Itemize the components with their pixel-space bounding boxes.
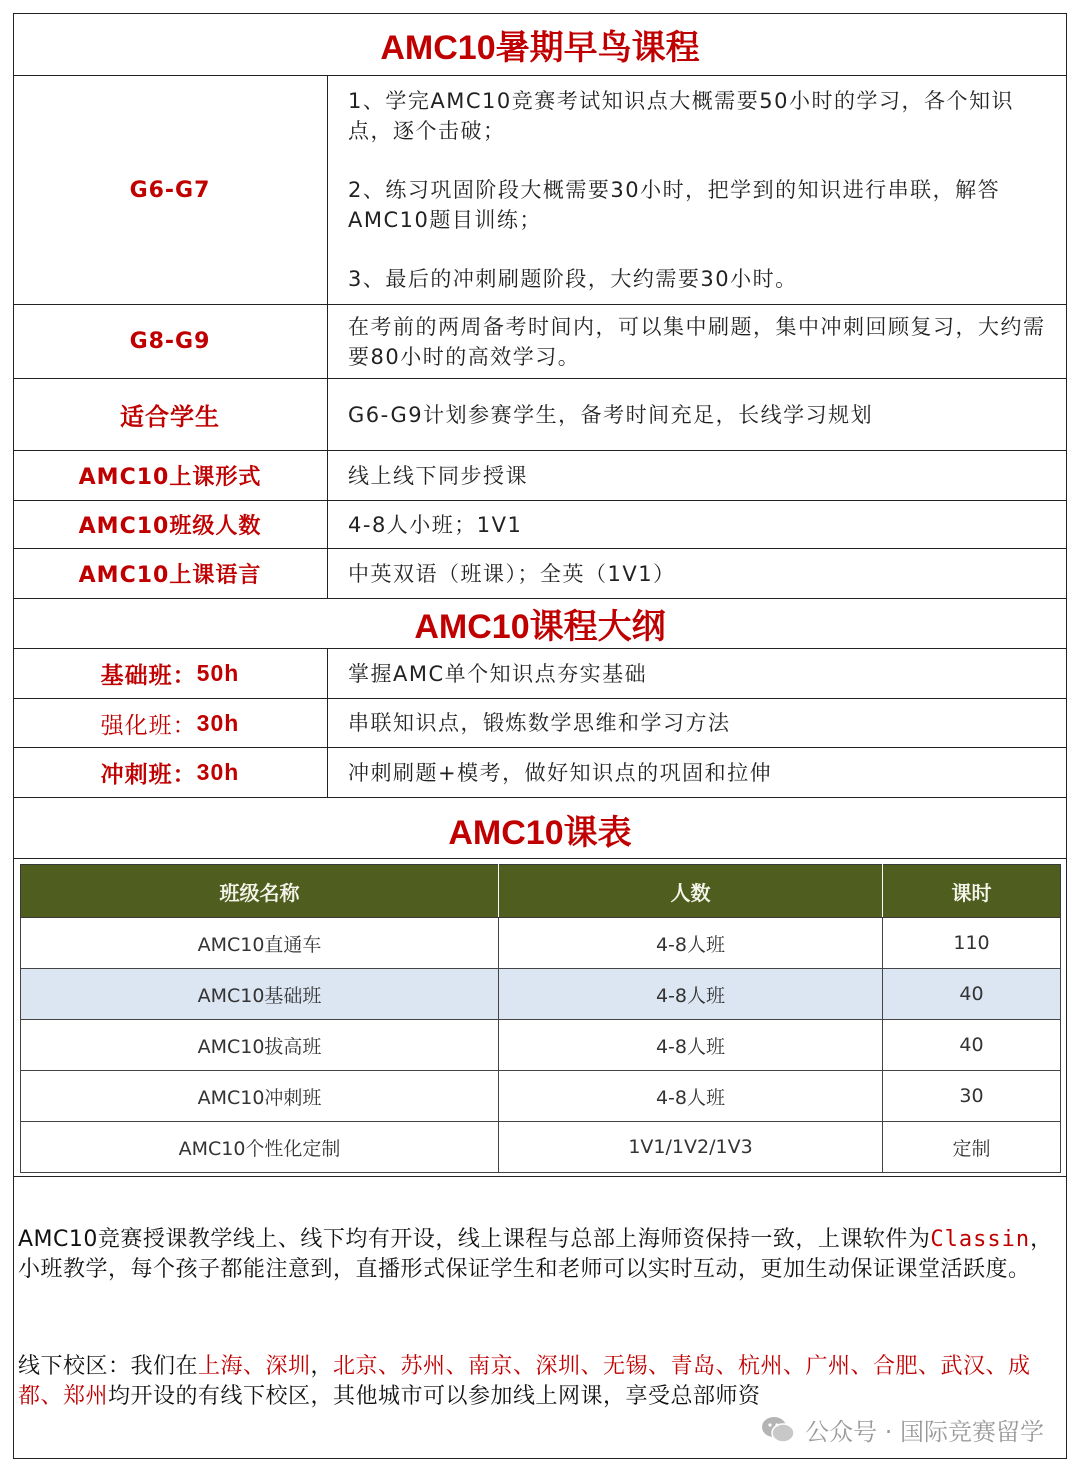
plan-line: 3、最后的冲刺刷题阶段，大约需要30小时。 [348, 267, 798, 291]
paragraph-text: AMC10竞赛授课教学线上、线下均有开设，线上课程与总部上海师资保持一致，上课软件为 [18, 1227, 931, 1252]
schedule-title-row [13, 798, 1067, 860]
plan-description [348, 379, 1049, 450]
syllabus-hours: 30h [196, 759, 240, 785]
early-bird-title-row [13, 13, 1067, 76]
class-name-cell: AMC10冲刺班 [21, 1071, 499, 1122]
class-size-cell: 4-8人班 [499, 1071, 883, 1122]
city-list: 北京、苏州、南京、深圳、无锡、青岛、杭州、广州、合肥、武汉、成都、郑州 [18, 1354, 1031, 1409]
software-name: Classin [930, 1227, 1031, 1252]
syllabus-desc: 掌握AMC单个知识点夯实基础 [348, 661, 648, 686]
divider [13, 858, 1067, 859]
syllabus-level: 基础班： [100, 663, 197, 689]
plan-description [348, 305, 1049, 378]
class-hours-cell: 40 [883, 969, 1061, 1020]
class-name-cell: AMC10个性化定制 [21, 1122, 499, 1173]
watermark-text: 公众号 · 国际竞赛留学 [805, 1418, 1044, 1446]
plan-row-class-size [13, 501, 1067, 549]
schedule-header-cell: 班级名称 [21, 865, 499, 918]
plan-label: G8-G9 [129, 329, 211, 354]
class-size-cell: 4-8人班 [499, 918, 883, 969]
plan-row-g8-g9 [13, 305, 1067, 379]
syllabus-description [348, 649, 1049, 698]
plan-line: 中英双语（班课）；全英（1V1） [348, 561, 676, 586]
syllabus-label [13, 649, 327, 698]
plan-line: 2、练习巩固阶段大概需要30小时，把学到的知识进行串联，解答AMC10题目训练； [348, 178, 1001, 232]
syllabus-label [13, 748, 327, 797]
paragraph-text: 线下校区：我们在 [18, 1354, 199, 1379]
syllabus-level: 强化班： [100, 712, 197, 739]
teaching-paragraph [18, 1225, 1066, 1285]
class-name-cell: AMC10直通车 [21, 918, 499, 969]
syllabus-label [13, 699, 327, 747]
plan-label: AMC10班级人数 [78, 514, 262, 539]
class-size-cell: 4-8人班 [499, 1020, 883, 1071]
plan-line: 线上线下同步授课 [348, 463, 528, 488]
syllabus-row-intensive [13, 699, 1067, 748]
wechat-icon [761, 1416, 795, 1444]
syllabus-hours: 50h [196, 660, 240, 686]
schedule-title: AMC10课表 [448, 813, 632, 852]
table-row [21, 1071, 1061, 1122]
syllabus-title: AMC10课程大纲 [414, 608, 666, 646]
table-row [21, 969, 1061, 1020]
plan-label: AMC10上课形式 [78, 465, 262, 490]
syllabus-desc: 串联知识点，锻炼数学思维和学习方法 [348, 711, 731, 735]
paragraph-text: 均开设的有线下校区，其他城市可以参加线上网课，享受总部师资 [108, 1384, 761, 1409]
schedule-header-cell: 课时 [883, 865, 1061, 918]
syllabus-title-row [13, 599, 1067, 649]
plan-line: G6-G9计划参赛学生，备考时间充足，长线学习规划 [348, 402, 874, 427]
syllabus-description [348, 699, 1049, 747]
schedule-table [20, 864, 1061, 1173]
plan-label: 适合学生 [120, 403, 220, 431]
class-size-cell: 4-8人班 [499, 969, 883, 1020]
syllabus-hours: 30h [196, 709, 240, 736]
syllabus-description [348, 748, 1049, 797]
table-row [21, 1122, 1061, 1173]
paragraph-text: ， [310, 1354, 334, 1379]
paragraph-text: ，小班教学，每个孩子都能注意到，直播形式保证学生和老师可以实时互动，更加生动保证课堂活跃度。 [18, 1227, 1053, 1282]
syllabus-row-sprint [13, 748, 1067, 798]
class-hours-cell: 定制 [883, 1122, 1061, 1173]
plan-description [348, 501, 1049, 548]
plan-row-students [13, 379, 1067, 451]
plan-description [348, 451, 1049, 500]
plan-description [348, 76, 1049, 304]
plan-label: G6-G7 [129, 177, 211, 203]
class-size-cell: 1V1/1V2/1V3 [499, 1122, 883, 1173]
plan-label: AMC10上课语言 [78, 563, 262, 588]
city-list: 上海、深圳 [198, 1354, 311, 1379]
class-name-cell: AMC10拔高班 [21, 1020, 499, 1071]
early-bird-title: AMC10暑期早鸟课程 [380, 28, 700, 67]
divider [13, 1176, 1067, 1177]
plan-row-format [13, 451, 1067, 501]
plan-description [348, 549, 1049, 598]
class-hours-cell: 30 [883, 1071, 1061, 1122]
plan-line: 在考前的两周备考时间内，可以集中刷题，集中冲刺回顾复习，大约需要80小时的高效学习。 [348, 314, 1046, 369]
plan-row-g6-g7 [13, 76, 1067, 305]
plan-line: 4-8人小班；1V1 [348, 512, 523, 537]
campus-paragraph [18, 1352, 1066, 1412]
syllabus-desc: 冲刺刷题+模考，做好知识点的巩固和拉伸 [348, 760, 773, 785]
table-row [21, 1020, 1061, 1071]
class-name-cell: AMC10基础班 [21, 969, 499, 1020]
class-hours-cell: 40 [883, 1020, 1061, 1071]
syllabus-level: 冲刺班： [100, 762, 197, 788]
schedule-header-row [21, 865, 1061, 918]
wechat-watermark [761, 1412, 1044, 1447]
class-hours-cell: 110 [883, 918, 1061, 969]
table-row [21, 918, 1061, 969]
syllabus-row-basic [13, 649, 1067, 699]
plan-row-language [13, 549, 1067, 599]
plan-line: 1、学完AMC10竞赛考试知识点大概需要50小时的学习，各个知识点，逐个击破； [348, 89, 1014, 143]
schedule-header-cell: 人数 [499, 865, 883, 918]
